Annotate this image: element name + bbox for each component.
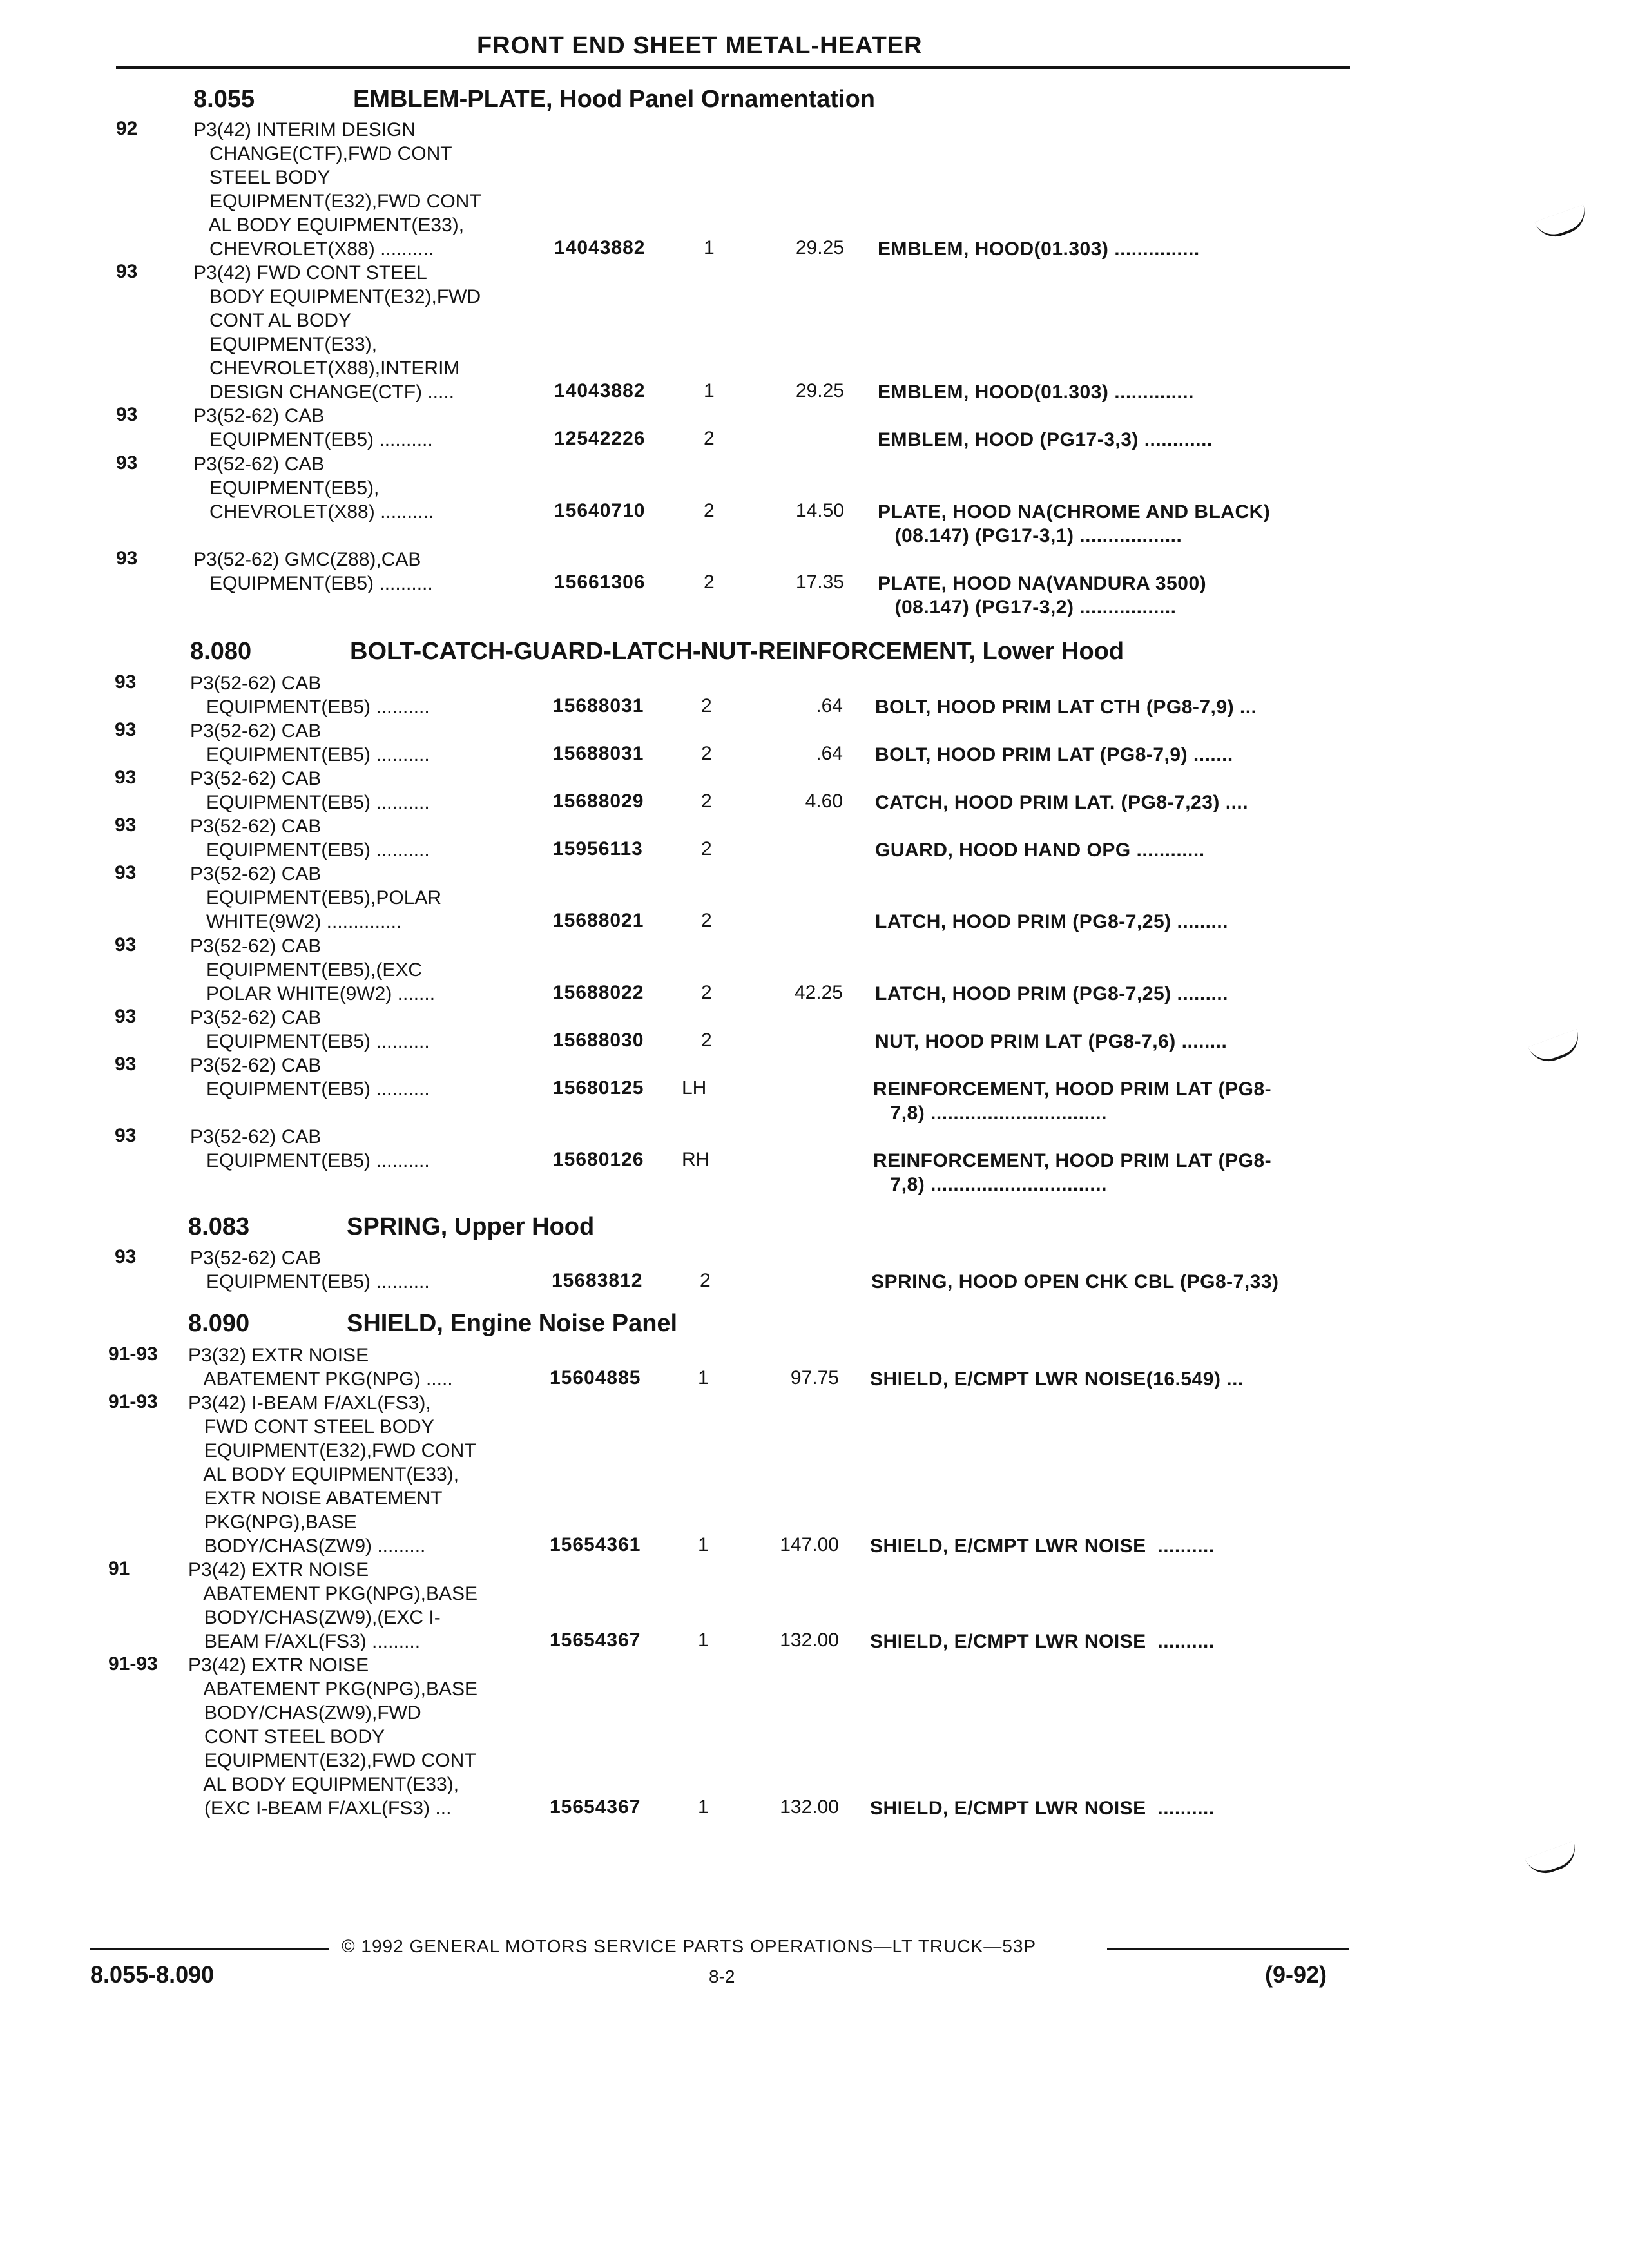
- part-name: EMBLEM, HOOD(01.303) ...............: [878, 238, 1200, 260]
- usage-description: P3(32) EXTR NOISE ABATEMENT PKG(NPG) .....: [188, 1345, 453, 1390]
- part-name: SHIELD, E/CMPT LWR NOISE(16.549) ...: [870, 1369, 1244, 1390]
- part-name: LATCH, HOOD PRIM (PG8-7,25) .........: [875, 983, 1228, 1004]
- usage-description: P3(52-62) CAB EQUIPMENT(EB5) ..........: [190, 1126, 430, 1171]
- price: .64: [816, 695, 843, 716]
- usage-description: P3(52-62) CAB EQUIPMENT(EB5),POLAR WHITE(9W2) ..............: [190, 863, 442, 932]
- quantity: RH: [682, 1149, 710, 1170]
- part-number: 15688031: [553, 695, 644, 716]
- quantity: 2: [701, 910, 712, 931]
- part-number: 15683812: [552, 1270, 643, 1291]
- quantity: 2: [700, 1270, 711, 1291]
- part-number: 15654367: [550, 1796, 641, 1818]
- quantity: 2: [701, 1030, 712, 1051]
- model-year: 93: [115, 1053, 137, 1075]
- quantity: 1: [698, 1796, 709, 1818]
- model-year: 91-93: [108, 1391, 158, 1412]
- part-number: 15640710: [554, 500, 646, 521]
- model-year: 93: [115, 767, 137, 788]
- price: 29.25: [795, 380, 844, 401]
- part-name: PLATE, HOOD NA(CHROME AND BLACK) (08.147) (PG17-3,1) ..................: [878, 501, 1271, 546]
- margin-mark: [1525, 1841, 1581, 1879]
- quantity: 2: [701, 743, 712, 764]
- model-year: 93: [115, 1006, 137, 1027]
- price: 29.25: [795, 237, 844, 258]
- usage-description: P3(52-62) CAB EQUIPMENT(EB5) ..........: [190, 1055, 430, 1100]
- revision-date: (9-92): [1265, 1961, 1327, 1988]
- page-title: FRONT END SHEET METAL-HEATER: [477, 32, 923, 59]
- price: 97.75: [790, 1367, 839, 1389]
- quantity: 2: [701, 982, 712, 1003]
- part-number: 15688029: [553, 791, 644, 812]
- usage-description: P3(42) INTERIM DESIGN CHANGE(CTF),FWD CONT STEEL BODY EQUIPMENT(E32),FWD CONT AL BODY EQUIPMENT(E33), CHEVROLET(X88) ..........: [193, 119, 481, 260]
- part-name: EMBLEM, HOOD(01.303) ..............: [878, 381, 1194, 403]
- model-year: 93: [115, 814, 137, 836]
- model-year: 91: [108, 1558, 130, 1579]
- quantity: 1: [704, 380, 715, 401]
- usage-description: P3(52-62) CAB EQUIPMENT(EB5),(EXC POLAR WHITE(9W2) .......: [190, 936, 436, 1004]
- part-number: 15688031: [553, 743, 644, 764]
- part-number: 12542226: [554, 428, 646, 449]
- usage-description: P3(42) EXTR NOISE ABATEMENT PKG(NPG),BASE BODY/CHAS(ZW9),FWD CONT STEEL BODY EQUIPMENT(E32),FWD CONT AL BODY EQUIPMENT(E33), (EXC I-BEAM F/AXL(FS3) ...: [188, 1655, 477, 1819]
- part-number: 14043882: [554, 380, 646, 401]
- model-year: 93: [115, 1125, 137, 1146]
- section-title: SHIELD, Engine Noise Panel: [347, 1310, 678, 1337]
- model-year: 93: [115, 671, 137, 693]
- price: 147.00: [780, 1534, 839, 1555]
- price: 132.00: [780, 1796, 839, 1818]
- part-number: 15654367: [550, 1629, 641, 1651]
- quantity: LH: [682, 1077, 707, 1099]
- part-number: 15688021: [553, 910, 644, 931]
- footer-rule-right: [1107, 1948, 1349, 1950]
- quantity: 1: [698, 1629, 709, 1651]
- part-number: 15680126: [553, 1149, 644, 1170]
- model-year: 93: [116, 261, 138, 282]
- part-name: EMBLEM, HOOD (PG17-3,3) ............: [878, 429, 1213, 450]
- part-name: REINFORCEMENT, HOOD PRIM LAT (PG8- 7,8) ...............................: [873, 1150, 1272, 1195]
- section-range: 8.055-8.090: [90, 1961, 215, 1988]
- usage-description: P3(42) EXTR NOISE ABATEMENT PKG(NPG),BASE BODY/CHAS(ZW9),(EXC I- BEAM F/AXL(FS3) .........: [188, 1559, 477, 1652]
- part-name: BOLT, HOOD PRIM LAT (PG8-7,9) .......: [875, 744, 1233, 765]
- usage-description: P3(52-62) CAB EQUIPMENT(EB5) ..........: [190, 1007, 430, 1052]
- price: 14.50: [795, 500, 844, 521]
- usage-description: P3(42) FWD CONT STEEL BODY EQUIPMENT(E32),FWD CONT AL BODY EQUIPMENT(E33), CHEVROLET(X88),INTERIM DESIGN CHANGE(CTF) .....: [193, 262, 481, 403]
- price: 4.60: [805, 791, 843, 812]
- part-number: 15661306: [554, 572, 646, 593]
- quantity: 2: [701, 838, 712, 860]
- usage-description: P3(42) I-BEAM F/AXL(FS3), FWD CONT STEEL BODY EQUIPMENT(E32),FWD CONT AL BODY EQUIPMENT(E33), EXTR NOISE ABATEMENT PKG(NPG),BASE BODY/CHAS(ZW9) .........: [188, 1392, 476, 1557]
- section-number: 8.090: [188, 1310, 250, 1337]
- footer-rule-left: [90, 1948, 329, 1950]
- price: 17.35: [795, 572, 844, 593]
- margin-mark: [1535, 204, 1591, 242]
- usage-description: P3(52-62) CAB EQUIPMENT(EB5) ..........: [190, 720, 430, 765]
- model-year: 91-93: [108, 1653, 158, 1675]
- usage-description: P3(52-62) CAB EQUIPMENT(EB5) ..........: [193, 405, 433, 450]
- usage-description: P3(52-62) CAB EQUIPMENT(EB5) ..........: [190, 816, 430, 861]
- quantity: 2: [704, 428, 715, 449]
- part-number: 14043882: [554, 237, 646, 258]
- model-year: 93: [115, 934, 137, 956]
- part-name: LATCH, HOOD PRIM (PG8-7,25) .........: [875, 911, 1228, 932]
- part-name: SPRING, HOOD OPEN CHK CBL (PG8-7,33): [871, 1271, 1279, 1293]
- part-name: CATCH, HOOD PRIM LAT. (PG8-7,23) ....: [875, 792, 1249, 813]
- model-year: 93: [116, 548, 138, 569]
- model-year: 93: [115, 862, 137, 883]
- quantity: 1: [698, 1367, 709, 1389]
- quantity: 1: [704, 237, 715, 258]
- part-number: 15688030: [553, 1030, 644, 1051]
- quantity: 2: [704, 572, 715, 593]
- page-number: 8-2: [709, 1966, 735, 1986]
- part-number: 15654361: [550, 1534, 641, 1555]
- part-number: 15956113: [553, 838, 643, 860]
- part-number: 15688022: [553, 982, 644, 1003]
- price: 132.00: [780, 1629, 839, 1651]
- section-title: EMBLEM-PLATE, Hood Panel Ornamentation: [353, 86, 875, 113]
- part-name: REINFORCEMENT, HOOD PRIM LAT (PG8- 7,8) ...............................: [873, 1079, 1272, 1124]
- usage-description: P3(52-62) CAB EQUIPMENT(EB5) ..........: [190, 768, 430, 813]
- copyright-notice: © 1992 GENERAL MOTORS SERVICE PARTS OPERATIONS—LT TRUCK—53P: [342, 1936, 1037, 1956]
- section-number: 8.080: [190, 638, 252, 665]
- usage-description: P3(52-62) CAB EQUIPMENT(EB5), CHEVROLET(X88) ..........: [193, 454, 434, 523]
- usage-description: P3(52-62) GMC(Z88),CAB EQUIPMENT(EB5) ..........: [193, 549, 433, 594]
- part-name: BOLT, HOOD PRIM LAT CTH (PG8-7,9) ...: [875, 697, 1257, 718]
- model-year: 91-93: [108, 1343, 158, 1365]
- quantity: 2: [704, 500, 715, 521]
- section-number: 8.083: [188, 1213, 250, 1240]
- part-name: SHIELD, E/CMPT LWR NOISE ..........: [870, 1631, 1215, 1652]
- header-rule: [116, 66, 1350, 69]
- part-name: PLATE, HOOD NA(VANDURA 3500) (08.147) (PG17-3,2) .................: [878, 573, 1207, 618]
- model-year: 92: [116, 118, 138, 139]
- section-title: SPRING, Upper Hood: [347, 1213, 595, 1240]
- part-number: 15680125: [553, 1077, 644, 1099]
- usage-description: P3(52-62) CAB EQUIPMENT(EB5) ..........: [190, 1247, 430, 1293]
- part-name: GUARD, HOOD HAND OPG ............: [875, 840, 1205, 861]
- part-name: NUT, HOOD PRIM LAT (PG8-7,6) ........: [875, 1031, 1228, 1052]
- margin-mark: [1528, 1029, 1585, 1067]
- model-year: 93: [115, 1246, 137, 1267]
- quantity: 1: [698, 1534, 709, 1555]
- model-year: 93: [116, 452, 138, 474]
- quantity: 2: [701, 791, 712, 812]
- part-name: SHIELD, E/CMPT LWR NOISE ..........: [870, 1535, 1215, 1557]
- model-year: 93: [115, 719, 137, 740]
- price: .64: [816, 743, 843, 764]
- part-name: SHIELD, E/CMPT LWR NOISE ..........: [870, 1798, 1215, 1819]
- price: 42.25: [794, 982, 843, 1003]
- part-number: 15604885: [550, 1367, 641, 1389]
- model-year: 93: [116, 404, 138, 425]
- section-number: 8.055: [193, 86, 255, 113]
- section-title: BOLT-CATCH-GUARD-LATCH-NUT-REINFORCEMENT, Lower Hood: [350, 638, 1124, 665]
- quantity: 2: [701, 695, 712, 716]
- usage-description: P3(52-62) CAB EQUIPMENT(EB5) ..........: [190, 673, 430, 718]
